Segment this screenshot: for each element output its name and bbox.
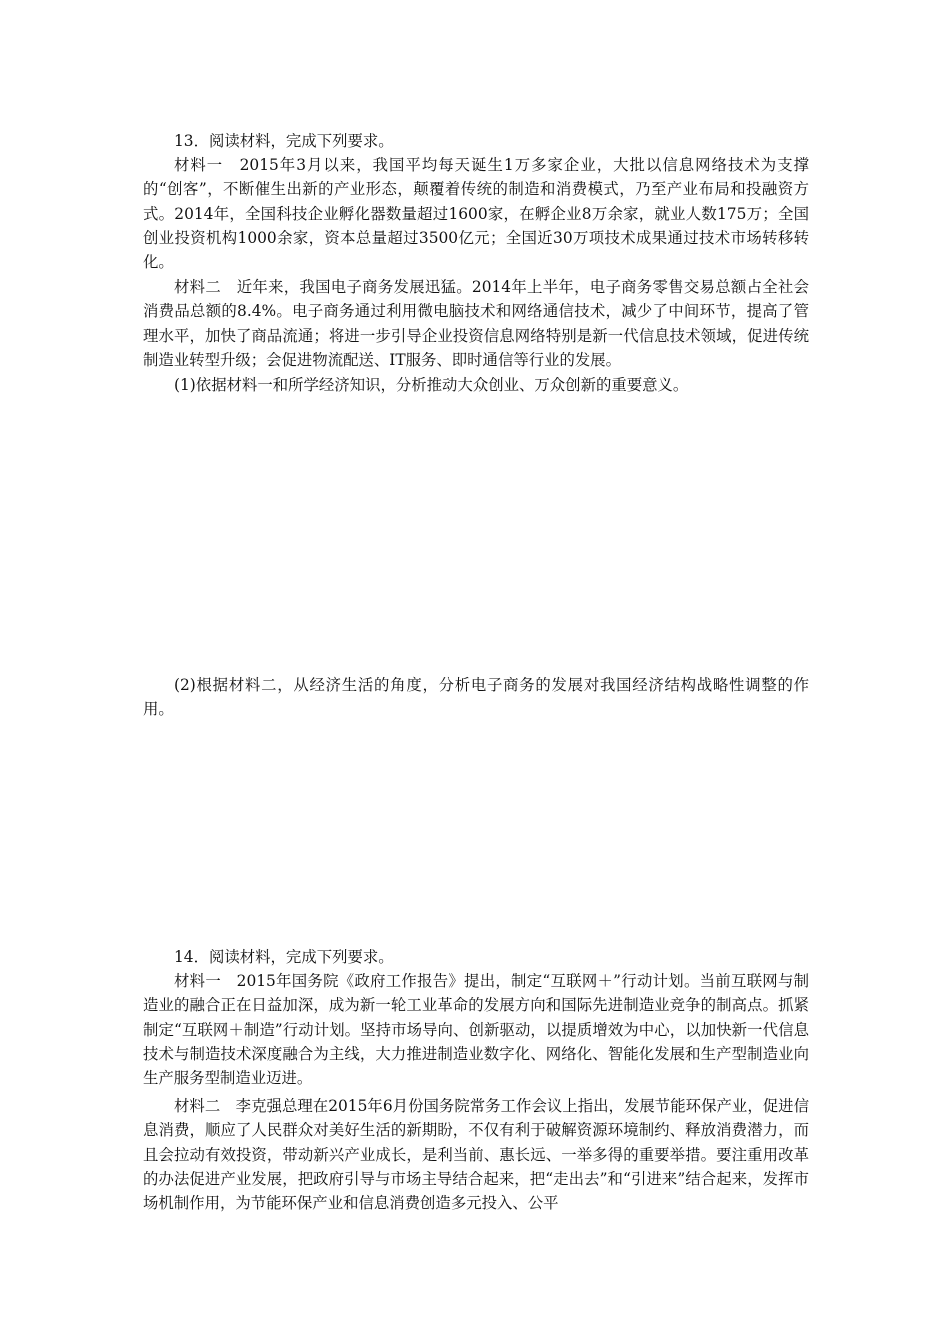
q13-heading: 13．阅读材料，完成下列要求。 — [174, 132, 394, 150]
q14-material-1: 材料一 2015年国务院《政府工作报告》提出，制定“互联网＋”行动计划。当前互联网与制造业的融合正在日益加深，成为新一轮工业革命的发展方向和国际先进制造业竞争的制高点。抓紧制定“互联网＋制造”行动计划。坚持市场导向、创新驱动，以提质增效为中心，以加快新一代信息技术与制造技术深度融合为主线，大力推进制造业数字化、网络化、智能化发展和生产型制造业向生产服务型制造业迈进。 — [143, 972, 809, 1088]
q13-subquestion-2: (2)根据材料二，从经济生活的角度，分析电子商务的发展对我国经济结构战略性调整的作用。 — [143, 676, 809, 719]
q14-material-2: 材料二 李克强总理在2015年6月份国务院常务工作会议上指出，发展节能环保产业，促进信息消费，顺应了人民群众对美好生活的新期盼，不仅有利于破解资源环境制约、释放消费潜力，而且会拉动有效投资，带动新兴产业成长，是利当前、惠长远、一举多得的重要举措。要注重用改革的办法促进产业发展，把政府引导与市场主导结合起来，把“走出去”和“引进来”结合起来，发挥市场机制作用，为节能环保产业和信息消费创造多元投入、公平 — [143, 1097, 809, 1213]
document-page — [143, 0, 809, 1344]
q13-subquestion-1: (1)依据材料一和所学经济知识，分析推动大众创业、万众创新的重要意义。 — [174, 376, 689, 394]
q14-heading: 14．阅读材料，完成下列要求。 — [174, 948, 394, 966]
q13-material-1: 材料一 2015年3月以来，我国平均每天诞生1万多家企业，大批以信息网络技术为支撑的“创客”，不断催生出新的产业形态，颠覆着传统的制造和消费模式，乃至产业布局和投融资方式。2014年，全国科技企业孵化器数量超过1600家，在孵企业8万余家，就业人数175万；全国创业投资机构1000余家，资本总量超过3500亿元；全国近30万项技术成果通过技术市场转移转化。 — [143, 156, 809, 272]
q13-material-2: 材料二 近年来，我国电子商务发展迅猛。2014年上半年，电子商务零售交易总额占全社会消费品总额的8.4%。电子商务通过利用微电脑技术和网络通信技术，减少了中间环节，提高了管理水平，加快了商品流通；将进一步引导企业投资信息网络特别是新一代信息技术领域，促进传统制造业转型升级；会促进物流配送、IT服务、即时通信等行业的发展。 — [143, 278, 809, 369]
